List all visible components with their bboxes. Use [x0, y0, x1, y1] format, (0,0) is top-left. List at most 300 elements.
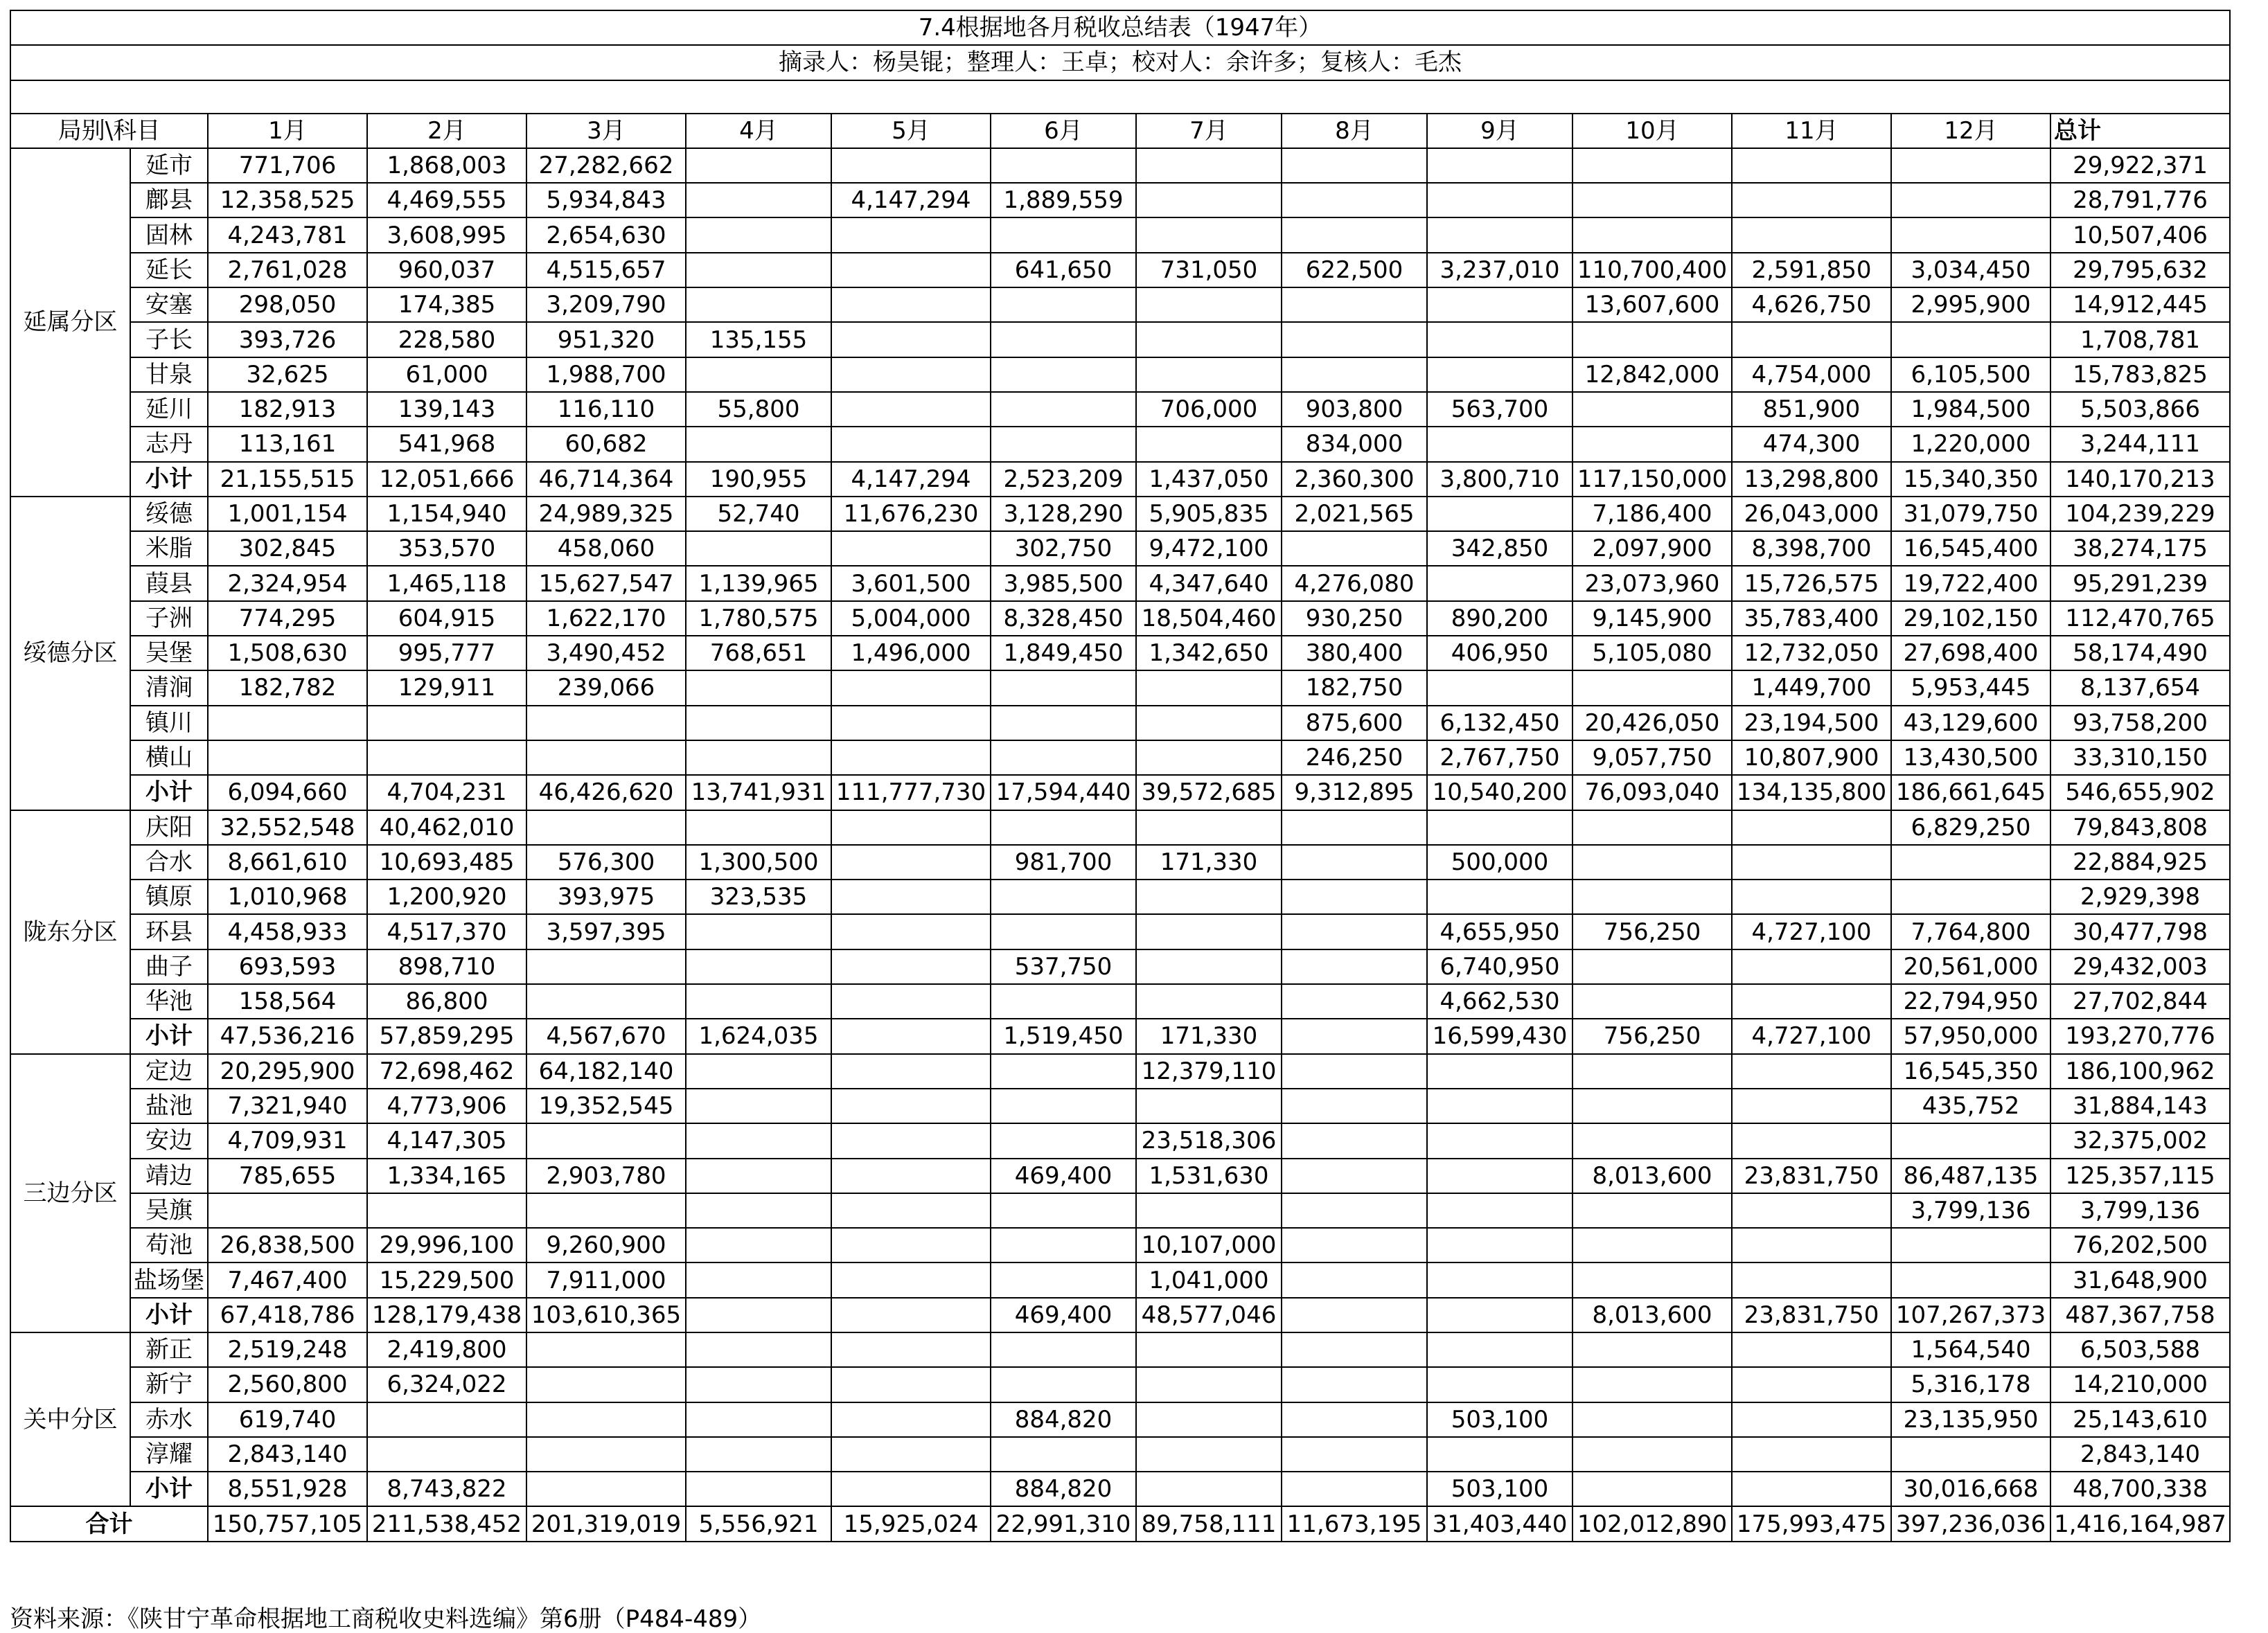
subtotal-value: 39,572,685: [1136, 775, 1282, 810]
month-value: [1572, 1402, 1732, 1437]
month-value: [991, 1332, 1136, 1367]
month-value: [991, 984, 1136, 1019]
month-value: [831, 1159, 991, 1193]
month-value: [1282, 287, 1427, 322]
month-value: [831, 148, 991, 183]
subtotal-value: [1282, 1298, 1427, 1332]
month-value: [1732, 949, 1891, 984]
month-value: 563,700: [1427, 392, 1572, 427]
subtotal-total: 140,170,213: [2050, 462, 2230, 497]
month-value: [1282, 1193, 1427, 1228]
month-value: 1,139,965: [686, 566, 831, 600]
month-value: [1572, 845, 1732, 880]
month-value: [831, 427, 991, 461]
month-value: [1427, 1367, 1572, 1402]
grand-total-value: 11,673,195: [1282, 1506, 1427, 1541]
month-value: 10,807,900: [1732, 740, 1891, 775]
subtotal-value: 8,013,600: [1572, 1298, 1732, 1332]
table-row: [10, 322, 2230, 357]
month-value: [1136, 183, 1282, 217]
month-value: 4,662,530: [1427, 984, 1572, 1019]
month-value: [991, 1193, 1136, 1228]
month-value: [831, 810, 991, 845]
month-value: 3,608,995: [367, 217, 526, 252]
subtotal-value: 76,093,040: [1572, 775, 1732, 810]
month-value: 1,041,000: [1136, 1262, 1282, 1297]
month-value: 1,496,000: [831, 636, 991, 670]
month-value: [686, 670, 831, 705]
month-value: [991, 392, 1136, 427]
month-value: 22,794,950: [1891, 984, 2050, 1019]
month-value: 2,419,800: [367, 1332, 526, 1367]
header-month: 7月: [1136, 114, 1282, 148]
subtotal-value: 4,704,231: [367, 775, 526, 810]
subtotal-value: [1282, 1019, 1427, 1053]
month-value: 756,250: [1572, 914, 1732, 949]
subtotal-value: 107,267,373: [1891, 1298, 2050, 1332]
month-value: 40,462,010: [367, 810, 526, 845]
subtotal-value: [1732, 1472, 1891, 1506]
month-value: [831, 914, 991, 949]
month-value: 1,220,000: [1891, 427, 2050, 461]
row-total: 31,884,143: [2050, 1089, 2230, 1123]
grand-total-value: 397,236,036: [1891, 1506, 2050, 1541]
month-value: 875,600: [1282, 706, 1427, 740]
month-value: [1136, 287, 1282, 322]
month-value: [1572, 1054, 1732, 1089]
month-value: [1282, 1402, 1427, 1437]
month-value: 4,773,906: [367, 1089, 526, 1123]
month-value: [1891, 1437, 2050, 1472]
month-value: [1282, 845, 1427, 880]
county-name: 淳耀: [130, 1437, 208, 1472]
table-row: [10, 880, 2230, 914]
month-value: 1,342,650: [1136, 636, 1282, 670]
header-month: 6月: [991, 114, 1136, 148]
month-value: 622,500: [1282, 253, 1427, 287]
table-row: [10, 253, 2230, 287]
month-value: [1891, 845, 2050, 880]
subtotal-value: 47,536,216: [208, 1019, 367, 1053]
region-name: 陇东分区: [10, 810, 130, 1054]
month-value: [991, 1123, 1136, 1158]
month-value: [526, 1437, 686, 1472]
tax-table: [10, 10, 2231, 1542]
month-value: 774,295: [208, 601, 367, 636]
month-value: 6,132,450: [1427, 706, 1572, 740]
month-value: [1282, 357, 1427, 392]
table-row: [10, 148, 2230, 183]
grand-total-label: 合计: [10, 1506, 208, 1541]
month-value: [1891, 183, 2050, 217]
county-name: 曲子: [130, 949, 208, 984]
month-value: [991, 670, 1136, 705]
month-value: 171,330: [1136, 845, 1282, 880]
county-name: 清涧: [130, 670, 208, 705]
county-name: 盐池: [130, 1089, 208, 1123]
table-row: [10, 1367, 2230, 1402]
row-total: 38,274,175: [2050, 531, 2230, 566]
subtotal-total: 48,700,338: [2050, 1472, 2230, 1506]
month-value: 15,627,547: [526, 566, 686, 600]
month-value: 474,300: [1732, 427, 1891, 461]
row-total: 33,310,150: [2050, 740, 2230, 775]
month-value: [831, 845, 991, 880]
month-value: [831, 1193, 991, 1228]
month-value: 1,868,003: [367, 148, 526, 183]
grand-total-value: 150,757,105: [208, 1506, 367, 1541]
subtotal-label: 小计: [130, 1019, 208, 1053]
month-value: [1732, 1193, 1891, 1228]
month-value: [686, 1437, 831, 1472]
month-value: [991, 287, 1136, 322]
row-total: 3,244,111: [2050, 427, 2230, 461]
month-value: 60,682: [526, 427, 686, 461]
month-value: 113,161: [208, 427, 367, 461]
grand-total-value: 15,925,024: [831, 1506, 991, 1541]
month-value: 3,034,450: [1891, 253, 2050, 287]
month-value: [991, 1437, 1136, 1472]
month-value: 4,655,950: [1427, 914, 1572, 949]
month-value: [1282, 1437, 1427, 1472]
table-row: [10, 636, 2230, 670]
table-row: [10, 670, 2230, 705]
header-category: 局别\科目: [10, 114, 208, 148]
county-name: 华池: [130, 984, 208, 1019]
subtotal-row: [10, 775, 2230, 810]
month-value: [1572, 1193, 1732, 1228]
month-value: [1136, 984, 1282, 1019]
subtotal-value: 103,610,365: [526, 1298, 686, 1332]
month-value: [1427, 183, 1572, 217]
row-total: 6,503,588: [2050, 1332, 2230, 1367]
month-value: [1427, 322, 1572, 357]
county-name: 子洲: [130, 601, 208, 636]
month-value: [1427, 497, 1572, 531]
county-name: 苟池: [130, 1228, 208, 1262]
region-name: 三边分区: [10, 1054, 130, 1332]
month-value: 2,560,800: [208, 1367, 367, 1402]
subtotal-value: 186,661,645: [1891, 775, 2050, 810]
county-name: 吴旗: [130, 1193, 208, 1228]
month-value: [686, 148, 831, 183]
month-value: 23,135,950: [1891, 1402, 2050, 1437]
subtotal-total: 487,367,758: [2050, 1298, 2230, 1332]
month-value: 1,564,540: [1891, 1332, 2050, 1367]
month-value: 903,800: [1282, 392, 1427, 427]
month-value: 1,508,630: [208, 636, 367, 670]
month-value: 15,229,500: [367, 1262, 526, 1297]
month-value: [686, 287, 831, 322]
month-value: [831, 531, 991, 566]
month-value: [208, 740, 367, 775]
county-name: 绥德: [130, 497, 208, 531]
table-row: [10, 1089, 2230, 1123]
month-value: [1732, 1228, 1891, 1262]
month-value: [991, 427, 1136, 461]
subtotal-value: 756,250: [1572, 1019, 1732, 1053]
credits: 摘录人：杨昊锟；整理人：王卓；校对人：余许多；复核人：毛杰: [10, 45, 2230, 80]
month-value: [831, 740, 991, 775]
month-value: 731,050: [1136, 253, 1282, 287]
month-value: 353,570: [367, 531, 526, 566]
month-value: [1732, 1367, 1891, 1402]
month-value: [1427, 1054, 1572, 1089]
subtotal-value: [831, 1472, 991, 1506]
table-row: [10, 1437, 2230, 1472]
month-value: [1282, 949, 1427, 984]
subtotal-value: [1282, 1472, 1427, 1506]
month-value: 4,243,781: [208, 217, 367, 252]
month-value: 4,727,100: [1732, 914, 1891, 949]
row-total: 104,239,229: [2050, 497, 2230, 531]
table-row: [10, 1262, 2230, 1297]
month-value: [991, 914, 1136, 949]
month-value: 5,004,000: [831, 601, 991, 636]
month-value: [1136, 670, 1282, 705]
month-value: [1572, 984, 1732, 1019]
month-value: [686, 984, 831, 1019]
month-value: 2,903,780: [526, 1159, 686, 1193]
table-row: [10, 914, 2230, 949]
subtotal-value: 48,577,046: [1136, 1298, 1282, 1332]
month-value: 1,001,154: [208, 497, 367, 531]
month-value: 9,472,100: [1136, 531, 1282, 566]
month-value: [686, 810, 831, 845]
subtotal-value: 67,418,786: [208, 1298, 367, 1332]
subtotal-value: 3,800,710: [1427, 462, 1572, 497]
source-note: 资料来源：《陕甘宁革命根据地工商税收史料选编》第6册（P484-489）: [10, 1605, 762, 1633]
month-value: [1891, 217, 2050, 252]
month-value: 19,722,400: [1891, 566, 2050, 600]
month-value: 851,900: [1732, 392, 1891, 427]
county-name: 甘泉: [130, 357, 208, 392]
month-value: [1732, 148, 1891, 183]
county-name: 横山: [130, 740, 208, 775]
month-value: [991, 1054, 1136, 1089]
month-value: [1427, 810, 1572, 845]
month-value: [1732, 1332, 1891, 1367]
month-value: 43,129,600: [1891, 706, 2050, 740]
county-name: 鄜县: [130, 183, 208, 217]
month-value: 27,282,662: [526, 148, 686, 183]
table-row: [10, 949, 2230, 984]
subtotal-value: 2,360,300: [1282, 462, 1427, 497]
month-value: 228,580: [367, 322, 526, 357]
subtotal-value: 171,330: [1136, 1019, 1282, 1053]
month-value: [831, 1332, 991, 1367]
month-value: 469,400: [991, 1159, 1136, 1193]
month-value: 785,655: [208, 1159, 367, 1193]
county-name: 固林: [130, 217, 208, 252]
grand-total-value: 89,758,111: [1136, 1506, 1282, 1541]
month-value: [1136, 1193, 1282, 1228]
blank-row: [10, 80, 2230, 114]
month-value: [1282, 183, 1427, 217]
table-row: [10, 427, 2230, 461]
month-value: [1427, 148, 1572, 183]
month-value: 1,780,575: [686, 601, 831, 636]
county-name: 镇原: [130, 880, 208, 914]
row-total: 8,137,654: [2050, 670, 2230, 705]
header-month: 8月: [1282, 114, 1427, 148]
month-value: 7,467,400: [208, 1262, 367, 1297]
county-name: 新宁: [130, 1367, 208, 1402]
month-value: [1572, 217, 1732, 252]
month-value: [1427, 287, 1572, 322]
month-value: [1891, 148, 2050, 183]
county-name: 葭县: [130, 566, 208, 600]
month-value: [686, 1332, 831, 1367]
subtotal-label: 小计: [130, 462, 208, 497]
month-value: 302,845: [208, 531, 367, 566]
month-value: [831, 1089, 991, 1123]
month-value: [1427, 1123, 1572, 1158]
month-value: [1136, 706, 1282, 740]
month-value: 16,545,350: [1891, 1054, 2050, 1089]
month-value: 890,200: [1427, 601, 1572, 636]
header-month: 11月: [1732, 114, 1891, 148]
month-value: [1136, 914, 1282, 949]
row-total: 29,795,632: [2050, 253, 2230, 287]
month-value: 23,073,960: [1572, 566, 1732, 600]
table-row: [10, 566, 2230, 600]
grand-total-value: 102,012,890: [1572, 1506, 1732, 1541]
month-value: 9,145,900: [1572, 601, 1732, 636]
month-value: [686, 357, 831, 392]
subtotal-value: 15,340,350: [1891, 462, 2050, 497]
month-value: [831, 217, 991, 252]
month-value: 7,186,400: [1572, 497, 1732, 531]
month-value: [1732, 984, 1891, 1019]
month-value: 537,750: [991, 949, 1136, 984]
month-value: [686, 217, 831, 252]
month-value: 6,740,950: [1427, 949, 1572, 984]
row-total: 5,503,866: [2050, 392, 2230, 427]
month-value: 16,545,400: [1891, 531, 2050, 566]
month-value: 4,517,370: [367, 914, 526, 949]
row-total: 10,507,406: [2050, 217, 2230, 252]
month-value: [991, 810, 1136, 845]
month-value: 1,300,500: [686, 845, 831, 880]
header-month: 4月: [686, 114, 831, 148]
month-value: 3,799,136: [1891, 1193, 2050, 1228]
subtotal-row: [10, 1298, 2230, 1332]
county-name: 盐场堡: [130, 1262, 208, 1297]
month-value: 4,347,640: [1136, 566, 1282, 600]
month-value: [1136, 740, 1282, 775]
table-row: [10, 1228, 2230, 1262]
table-row: [10, 1054, 2230, 1089]
table-row: [10, 392, 2230, 427]
month-value: [686, 1089, 831, 1123]
month-value: 1,200,920: [367, 880, 526, 914]
month-value: 323,535: [686, 880, 831, 914]
table-row: [10, 601, 2230, 636]
month-value: 10,693,485: [367, 845, 526, 880]
month-value: 641,650: [991, 253, 1136, 287]
month-value: 12,379,110: [1136, 1054, 1282, 1089]
month-value: 116,110: [526, 392, 686, 427]
month-value: 23,194,500: [1732, 706, 1891, 740]
month-value: 898,710: [367, 949, 526, 984]
month-value: 32,552,548: [208, 810, 367, 845]
month-value: [1572, 148, 1732, 183]
month-value: [526, 810, 686, 845]
region-name: 关中分区: [10, 1332, 130, 1506]
month-value: 3,209,790: [526, 287, 686, 322]
subtotal-value: 8,743,822: [367, 1472, 526, 1506]
table-row: [10, 1159, 2230, 1193]
month-value: [1136, 1402, 1282, 1437]
month-value: [1136, 427, 1282, 461]
month-value: [1427, 357, 1572, 392]
county-name: 合水: [130, 845, 208, 880]
subtotal-value: 30,016,668: [1891, 1472, 2050, 1506]
month-value: [367, 706, 526, 740]
month-value: [1732, 183, 1891, 217]
subtotal-value: 117,150,000: [1572, 462, 1732, 497]
subtotal-value: [831, 1019, 991, 1053]
month-value: [1732, 322, 1891, 357]
subtotal-value: [1136, 1472, 1282, 1506]
month-value: 32,625: [208, 357, 367, 392]
month-value: 4,147,305: [367, 1123, 526, 1158]
month-value: [1732, 1054, 1891, 1089]
month-value: 4,147,294: [831, 183, 991, 217]
month-value: [991, 217, 1136, 252]
month-value: 61,000: [367, 357, 526, 392]
grand-total-value: 175,993,475: [1732, 1506, 1891, 1541]
month-value: 12,732,050: [1732, 636, 1891, 670]
month-value: 576,300: [526, 845, 686, 880]
month-value: [1136, 1332, 1282, 1367]
month-value: 13,607,600: [1572, 287, 1732, 322]
month-value: [1732, 845, 1891, 880]
month-value: 6,324,022: [367, 1367, 526, 1402]
month-value: 5,934,843: [526, 183, 686, 217]
subtotal-row: [10, 1019, 2230, 1053]
county-name: 镇川: [130, 706, 208, 740]
subtotal-value: 2,523,209: [991, 462, 1136, 497]
month-value: [1732, 810, 1891, 845]
month-value: [526, 1193, 686, 1228]
month-value: 4,626,750: [1732, 287, 1891, 322]
month-value: 604,915: [367, 601, 526, 636]
month-value: [686, 183, 831, 217]
table-row: [10, 740, 2230, 775]
month-value: 771,706: [208, 148, 367, 183]
grand-total-total: 1,416,164,987: [2050, 1506, 2230, 1541]
county-name: 庆阳: [130, 810, 208, 845]
month-value: 35,783,400: [1732, 601, 1891, 636]
subtotal-value: 8,551,928: [208, 1472, 367, 1506]
table-row: [10, 1332, 2230, 1367]
month-value: 8,661,610: [208, 845, 367, 880]
month-value: 86,800: [367, 984, 526, 1019]
table-row: [10, 1402, 2230, 1437]
month-value: 693,593: [208, 949, 367, 984]
subtotal-value: 469,400: [991, 1298, 1136, 1332]
month-value: [1427, 1437, 1572, 1472]
month-value: 1,984,500: [1891, 392, 2050, 427]
subtotal-value: 23,831,750: [1732, 1298, 1891, 1332]
subtotal-value: [1427, 1298, 1572, 1332]
month-value: [526, 949, 686, 984]
month-value: 23,831,750: [1732, 1159, 1891, 1193]
month-value: [1427, 1262, 1572, 1297]
month-value: 7,764,800: [1891, 914, 2050, 949]
